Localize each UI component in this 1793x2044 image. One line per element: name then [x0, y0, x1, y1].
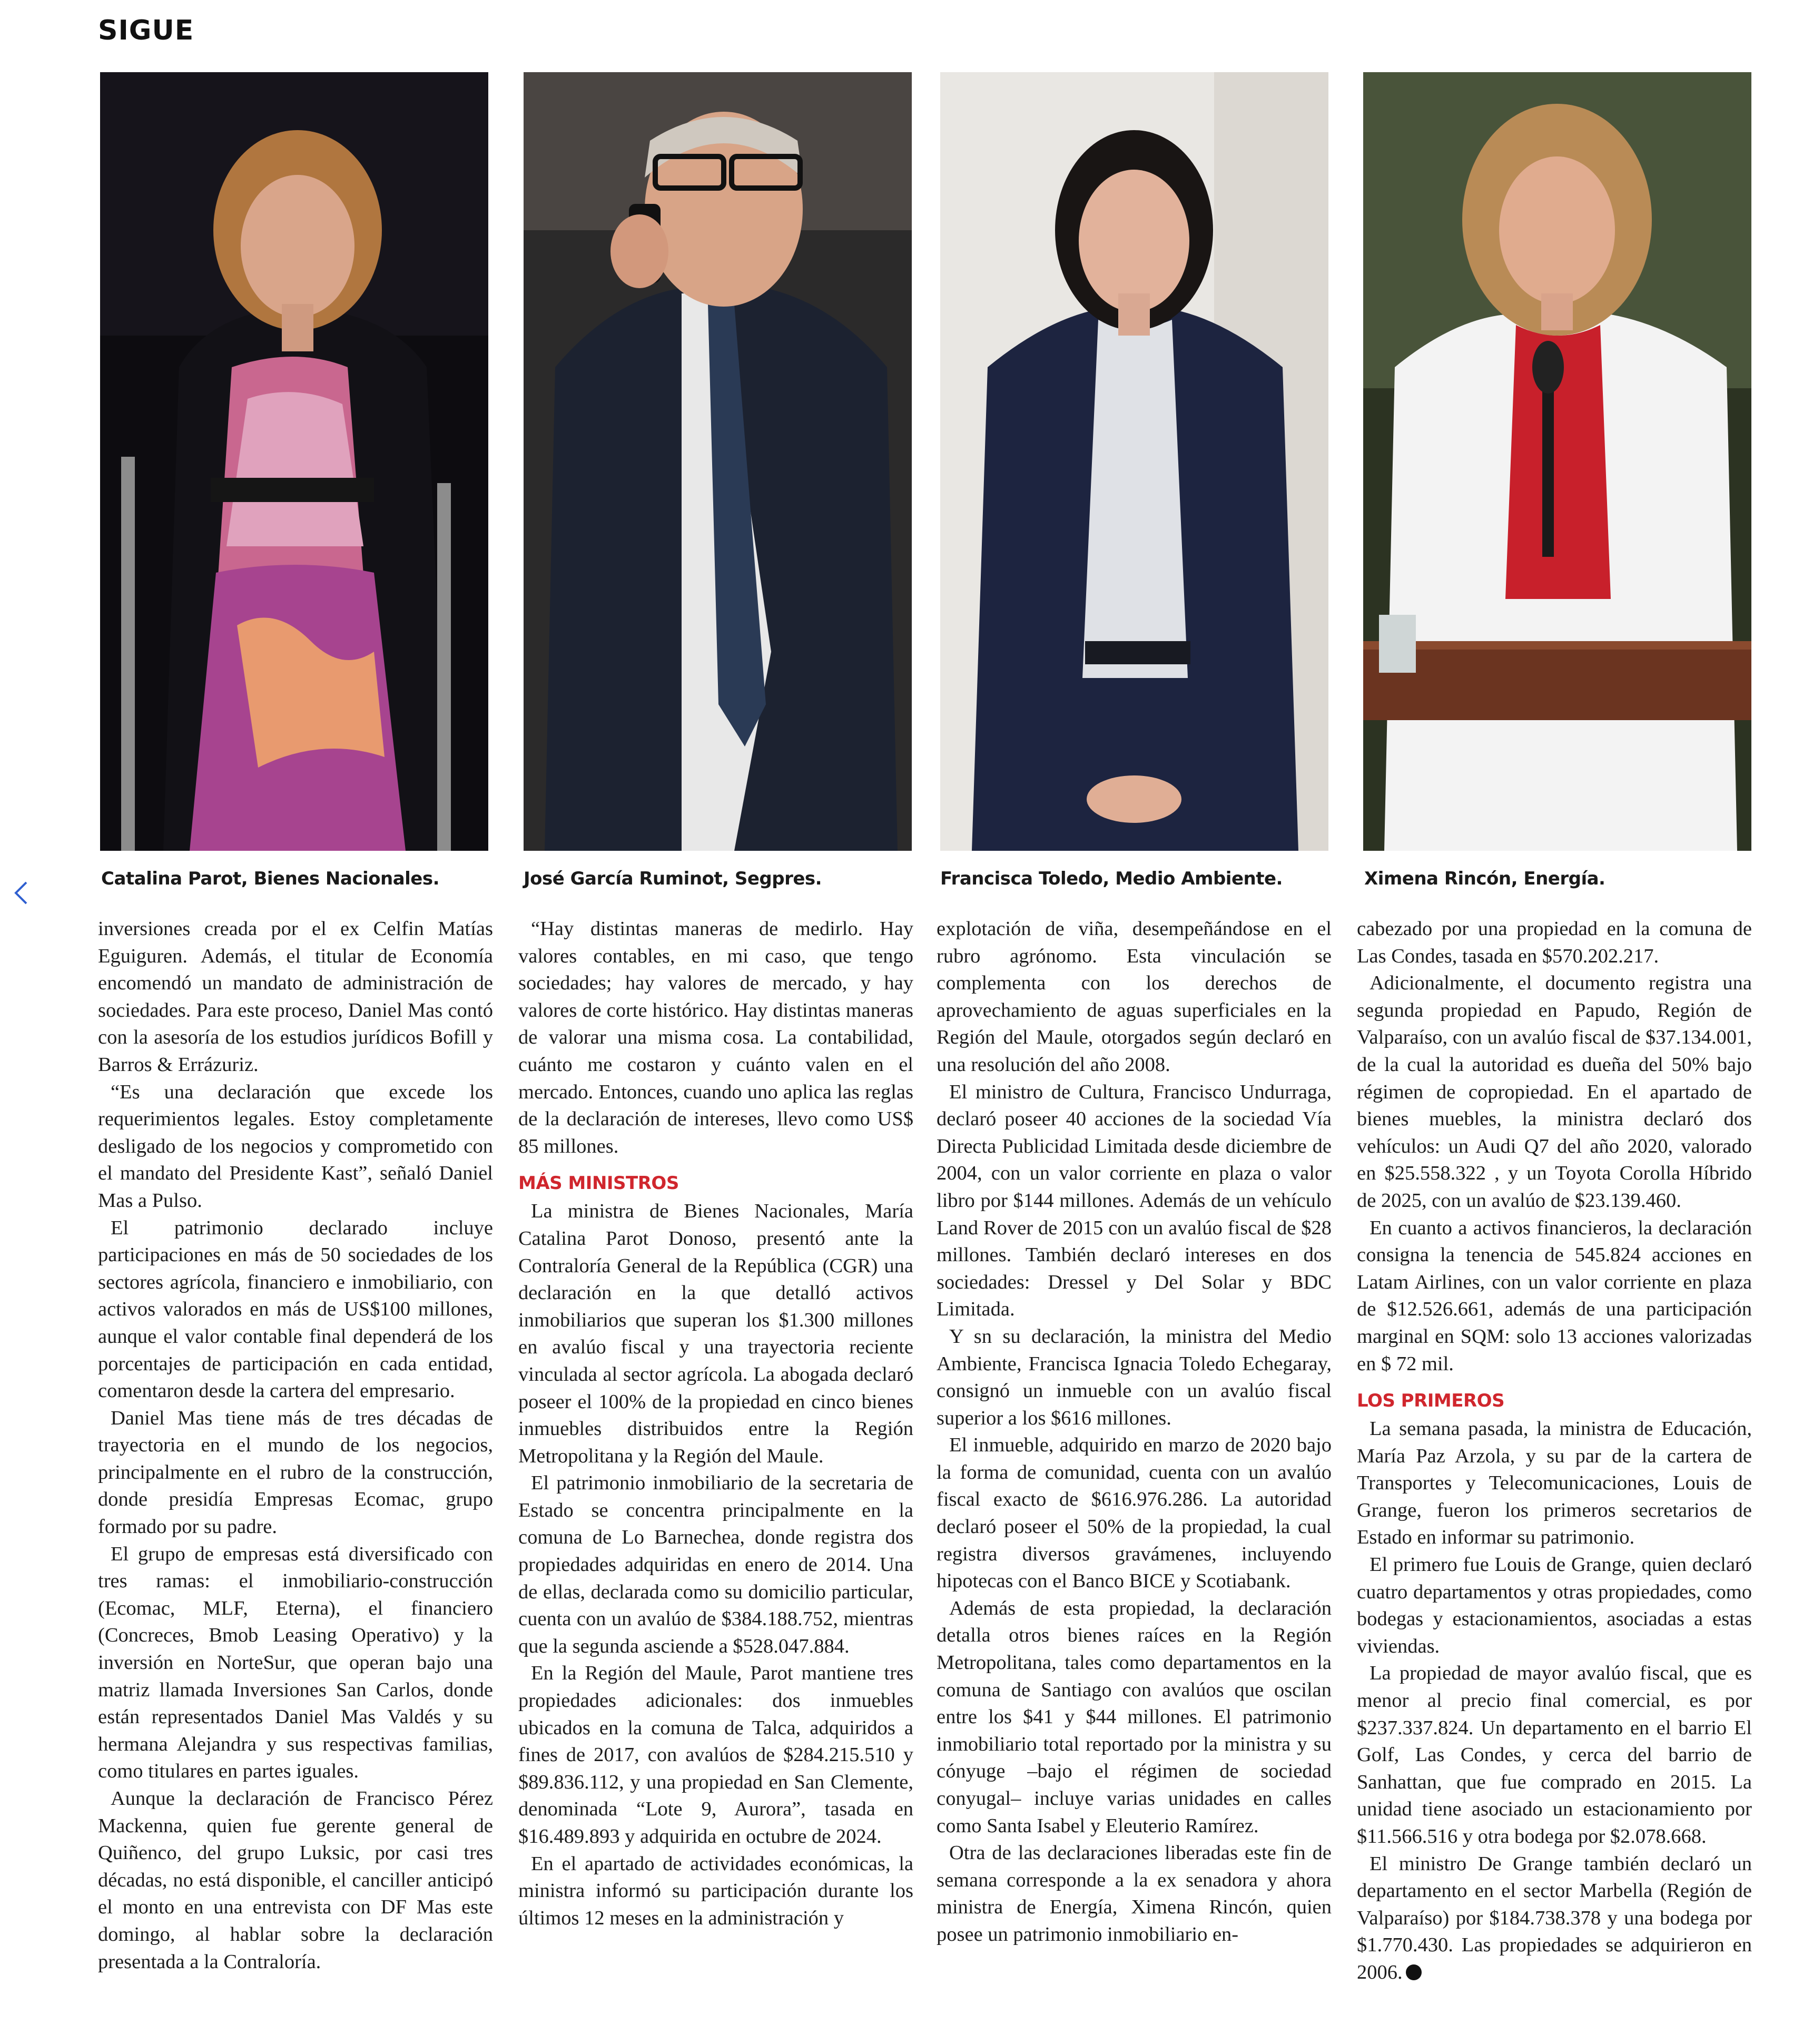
paragraph: Adicionalmente, el documento registra una segunda propiedad en Papudo, Región de Valparaíso, con un avalúo fiscal de $37.134.001, de la cual la autoridad es dueña del 50% bajo régimen de copropiedad. En el apartado de bienes muebles, la ministra declaró dos vehículos: un Audi Q7 del año 2020, valorado en $25.558.322 , y un Toyota Corolla Híbrido de 2025, con un avalúo de $23.139.460. — [1357, 972, 1752, 1212]
photo-caption: José García Ruminot, Segpres. — [524, 868, 822, 889]
paragraph: explotación de viña, desempeñándose en el rubro agrónomo. Esta vinculación se complementa con los derechos de aprovechamiento de aguas superficiales en la Región del Maule, otorgados según declaró en una resolución del año 2008. — [937, 918, 1332, 1076]
photo-caption: Catalina Parot, Bienes Nacionales. — [101, 868, 440, 889]
paragraph: La ministra de Bienes Nacionales, María Catalina Parot Donoso, presentó ante la Contraloría General de la República (CGR) una declaración en la que detalló activos inmobiliarios que superan los $1.300 millones en avalúo fiscal y una trayectoria reciente vinculada al sector agrícola. La abogada declaró poseer el 100% de la propiedad en cinco bienes inmuebles distribuidos entre la Región Metropolitana y la Región del Maule. — [518, 1200, 913, 1467]
photo-francisca-toledo — [940, 72, 1328, 851]
paragraph: La semana pasada, la ministra de Educación, María Paz Arzola, y su par de la cartera de Transportes y Telecomunicaciones, Louis de Grange, fueron los primeros secretarios de Estado en informar su patrimonio. — [1357, 1418, 1752, 1549]
paragraph: El inmueble, adquirido en marzo de 2020 bajo la forma de comunidad, cuenta con un avalúo fiscal exacto de $616.976.286. La autoridad declaró poseer el 50% de la propiedad, la cual registra diversos gravámenes, incluyendo hipotecas con el Banco BICE y Scotiabank. — [937, 1434, 1332, 1593]
subheading: LOS PRIMEROS — [1357, 1390, 1505, 1412]
subheading: MÁS MINISTROS — [518, 1173, 679, 1194]
photo-jose-garcia-ruminot — [524, 72, 912, 851]
paragraph: En cuanto a activos financieros, la declaración consigna la tenencia de 545.824 acciones en Latam Airlines, con un valor corriente en plaza de $12.526.661, además de una participación marginal en SQM: solo 13 acciones valorizadas en $ 72 mil. — [1357, 1216, 1752, 1375]
paragraph: “Hay distintas maneras de medirlo. Hay valores contables, en mi caso, que tengo sociedades; hay valores de mercado, y hay valores de corte histórico. Hay distintas maneras de valorar una misma cosa. La contabilidad, cuánto me costaron y cuánto valen en el mercado. Entonces, cuando uno aplica las reglas de la declaración de intereses, llevo como US$ 85 millones. — [518, 918, 913, 1157]
section-kicker: SIGUE — [98, 15, 194, 46]
article-column-1 — [98, 916, 493, 2032]
paragraph-text: El ministro De Grange también declaró un departamento en el sector Marbella (Región de Valparaíso) por $184.738.378 y una bodega por $1.770.430. Las propiedades se adquirieron en 2006. — [1357, 1852, 1752, 1983]
paragraph: Y sn su declaración, la ministra del Medio Ambiente, Francisca Ignacia Toledo Echegaray, consignó un inmueble con un avalúo fiscal superior a los $616 millones. — [937, 1325, 1332, 1429]
paragraph: “Es una declaración que excede los requerimientos legales. Estoy completamente desligado de los negocios y comprometido con el mandato del Presidente Kast”, señaló Daniel Mas a Pulso. — [98, 1080, 493, 1212]
paragraph: Además de esta propiedad, la declaración detalla otros bienes raíces en la Región Metropolitana, tales como departamentos en la comuna de Santiago con avalúos que oscilan entre los $41 y $44 millones. El patrimonio inmobiliario total reportado por la ministra y su cónyuge –bajo el régimen de sociedad conyugal– incluye varias unidades en calles como Santa Isabel y Eleuterio Ramírez. — [937, 1597, 1332, 1837]
paragraph: inversiones creada por el ex Celfin Matías Eguiguren. Además, el titular de Economía encomendó un mandato de administración de sociedades. Para este proceso, Daniel Mas contó con la asesoría de los estudios jurídicos Bofill y Barros & Errázuriz. — [98, 918, 493, 1076]
article-column-4 — [1357, 916, 1752, 2032]
paragraph: Aunque la declaración de Francisco Pérez Mackenna, quien fue gerente general de Quiñenco, del grupo Luksic, por casi tres décadas, no está disponible, el canciller anticipó el monto en una entrevista con DF Mas este domingo, al hablar sobre la declaración presentada a la Contraloría. — [98, 1787, 493, 1973]
paragraph: El patrimonio inmobiliario de la secretaria de Estado se concentra principalmente en la comuna de Lo Barnechea, donde registra dos propiedades adquiridas en enero de 2014. Una de ellas, declarada como su domicilio particular, cuenta con un avalúo de $384.188.752, mientras que la segunda asciende a $528.047.884. — [518, 1472, 913, 1657]
paragraph: El ministro de Cultura, Francisco Undurraga, declaró poseer 40 acciones de la sociedad Vía Directa Publicidad Limitada desde diciembre de 2004, con un valor corriente en plaza o valor libro por $144 millones. Además de un vehículo Land Rover de 2015 con un avalúo fiscal de $28 millones. También declaró intereses en dos sociedades: Dressel y Del Solar y BDC Limitada. — [937, 1080, 1332, 1321]
photo-caption: Ximena Rincón, Energía. — [1364, 868, 1605, 889]
chevron-left-icon[interactable] — [9, 877, 33, 909]
paragraph-last — [1357, 1851, 1752, 1987]
paragraph: Otra de las declaraciones liberadas este fin de semana corresponde a la ex senadora y ahora ministra de Energía, Ximena Rincón, quien posee un patrimonio inmobiliario en- — [937, 1842, 1332, 1945]
photo-ximena-rincon — [1363, 72, 1751, 851]
paragraph: cabezado por una propiedad en la comuna de Las Condes, tasada en $570.202.217. — [1357, 918, 1752, 967]
end-of-article-icon — [1406, 1964, 1422, 1980]
paragraph: En el apartado de actividades económicas, la ministra informó su participación durante los últimos 12 meses en la administración y — [518, 1852, 913, 1929]
paragraph: Daniel Mas tiene más de tres décadas de trayectoria en el mundo de los negocios, principalmente en el rubro de la construcción, donde presidía Empresas Ecomac, grupo formado por su padre. — [98, 1407, 493, 1538]
article-column-3 — [937, 916, 1332, 2032]
paragraph: El patrimonio declarado incluye participaciones en más de 50 sociedades de los sectores agrícola, financiero e inmobiliario, con activos valorados en más de US$100 millones, aunque el valor contable final dependerá de los porcentajes de participación en cada entidad, comentaron desde la cartera del empresario. — [98, 1216, 493, 1402]
paragraph: El grupo de empresas está diversificado con tres ramas: el inmobiliario-construcción (Ecomac, MLF, Eterna), el financiero (Concreces, Bmob Leasing Operativo) y la inversión en NorteSur, que operan bajo una matriz llamada Inversiones San Carlos, donde están representados Daniel Mas Valdés y su hermana Alejandra y sus respectivas familias, como titulares en partes iguales. — [98, 1542, 493, 1783]
paragraph: En la Región del Maule, Parot mantiene tres propiedades adicionales: dos inmuebles ubicados en la comuna de Talca, adquiridos a fines de 2017, con avalúos de $284.215.510 y $89.836.112, y una propiedad en San Clemente, denominada “Lote 9, Aurora”, tasada en $16.489.893 y adquirida en octubre de 2024. — [518, 1662, 913, 1848]
photo-catalina-parot — [100, 72, 488, 851]
paragraph: El primero fue Louis de Grange, quien declaró cuatro departamentos y otras propiedades, como bodegas y estacionamientos, asociadas a estas viviendas. — [1357, 1554, 1752, 1657]
paragraph: La propiedad de mayor avalúo fiscal, que es menor al precio final comercial, es por $237.337.824. Un departamento en el barrio El Golf, Las Condes, y cerca del barrio de Sanhattan, que fue comprado en 2015. La unidad tiene asociado un estacionamiento por $11.566.516 y otra bodega por $2.078.668. — [1357, 1662, 1752, 1848]
article-column-2 — [518, 916, 913, 2032]
photo-caption: Francisca Toledo, Medio Ambiente. — [940, 868, 1283, 889]
